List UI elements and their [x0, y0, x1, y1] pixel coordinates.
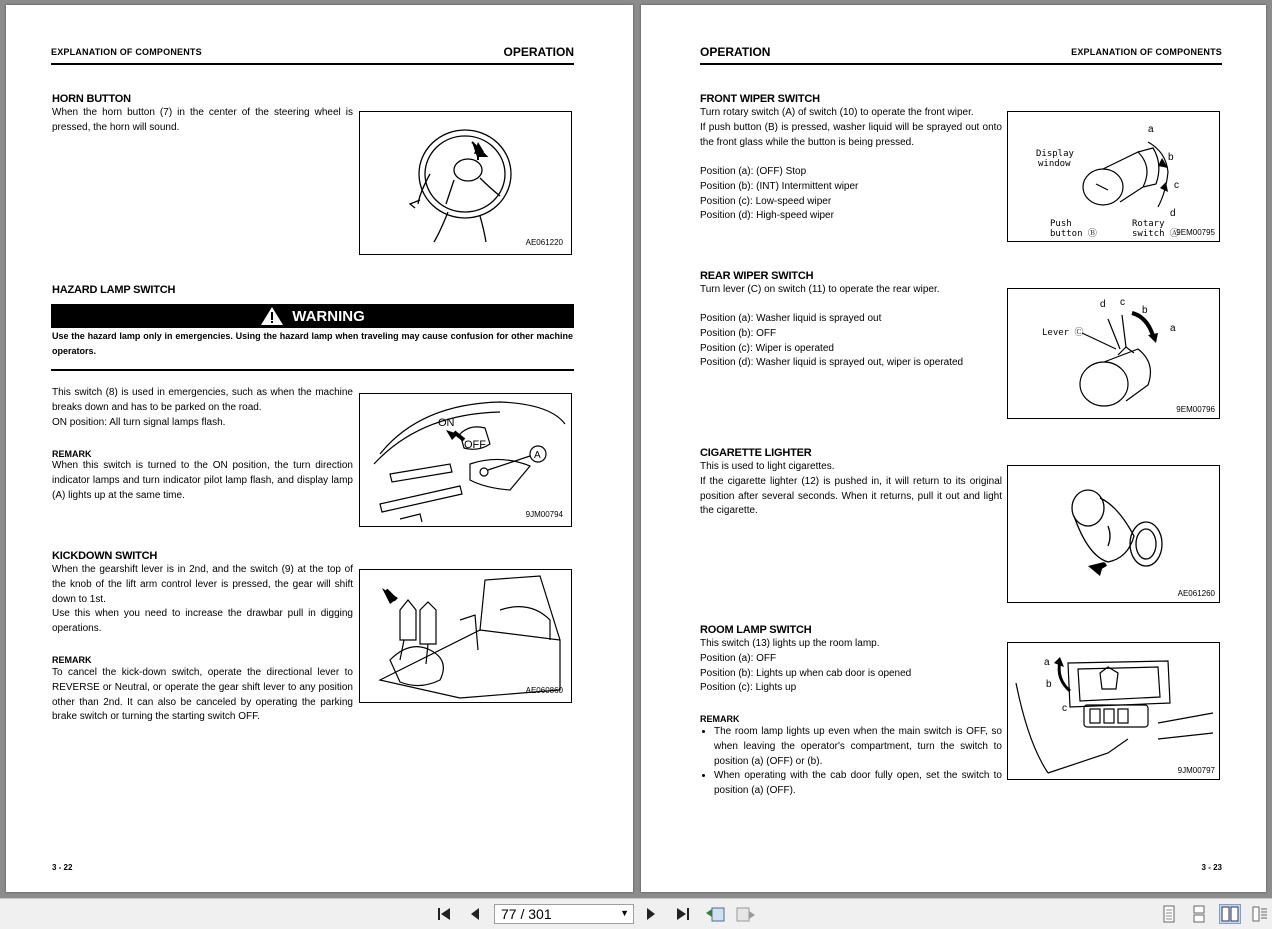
first-page-icon	[436, 906, 454, 922]
viewer-toolbar	[0, 898, 1272, 929]
front-wiper-text-line: If push button (B) is pressed, washer liquid will be sprayed out onto the front glass while the button is being pressed.	[700, 121, 1002, 148]
position-letter: c	[1062, 703, 1067, 714]
hazard-text-line: ON position: All turn signal lamps flash.	[52, 416, 226, 428]
kickdown-remark-label: REMARK	[52, 655, 92, 665]
position-letter: a	[1170, 323, 1176, 334]
rotary-switch-illustration	[1008, 112, 1219, 241]
position-letter: a	[1148, 124, 1154, 135]
position-item: Position (b): OFF	[700, 327, 777, 339]
page-number: 3 - 23	[1201, 863, 1222, 872]
horn-button-text: When the horn button (7) in the center of the steering wheel is pressed, the horn will sound.	[52, 107, 353, 133]
figure-id: 9EM00796	[1176, 405, 1215, 414]
facing-pages-view-button[interactable]	[1219, 904, 1241, 924]
hazard-switch-illustration	[360, 394, 571, 526]
room-lamp-text-line: Position (b): Lights up when cab door is opened	[700, 667, 912, 679]
front-wiper-title: FRONT WIPER SWITCH	[700, 93, 820, 105]
position-item: Position (d): High-speed wiper	[700, 210, 834, 222]
position-letter: d	[1170, 208, 1176, 219]
figure-id: AE061260	[1177, 589, 1215, 598]
hazard-lamp-text	[52, 386, 353, 430]
position-letter: b	[1046, 679, 1052, 690]
continuous-facing-view-button[interactable]	[1250, 904, 1270, 924]
figure-id: 9JM00794	[525, 510, 563, 519]
first-page-button[interactable]	[434, 904, 456, 924]
warning-divider	[51, 369, 574, 371]
cigarette-text-line: This is used to light cigarettes.	[700, 461, 835, 472]
cigarette-lighter-text	[700, 460, 1002, 519]
header-section-label: EXPLANATION OF COMPONENTS	[51, 47, 202, 57]
rear-wiper-switch-illustration	[1008, 289, 1219, 418]
room-lamp-figure	[1007, 642, 1220, 780]
continuous-facing-icon	[1252, 906, 1268, 922]
rear-wiper-title: REAR WIPER SWITCH	[700, 270, 814, 282]
hazard-remark-label: REMARK	[52, 449, 92, 459]
push-button-label: button Ⓑ	[1050, 229, 1097, 239]
display-lamp-label: A	[534, 450, 541, 461]
warning-text: Use the hazard lamp only in emergencies. Using the hazard lamp when traveling may cause confusion for other machine operators.	[52, 331, 573, 356]
position-item: Position (a): Washer liquid is sprayed out	[700, 313, 882, 324]
room-lamp-title: ROOM LAMP SWITCH	[700, 624, 812, 636]
position-item: Position (b): (INT) Intermittent wiper	[700, 180, 859, 192]
position-letter: a	[1044, 657, 1050, 668]
rear-wiper-text: Turn lever (C) on switch (11) to operate the rear wiper.	[700, 284, 940, 295]
room-lamp-text	[700, 637, 1002, 696]
cigarette-lighter-title: CIGARETTE LIGHTER	[700, 447, 812, 459]
room-lamp-illustration	[1008, 643, 1219, 779]
front-wiper-positions	[700, 165, 1002, 224]
figure-id: 9EM00795	[1176, 228, 1215, 237]
page-indicator: 77 / 301	[501, 906, 552, 922]
position-letter: c	[1120, 297, 1125, 308]
last-page-icon	[673, 906, 691, 922]
figure-id: AE060860	[525, 686, 563, 695]
next-page-button[interactable]	[640, 904, 662, 924]
kickdown-text-line: Use this when you need to increase the drawbar pull in digging operations.	[52, 608, 353, 635]
rear-wiper-figure	[1007, 288, 1220, 419]
horn-figure	[359, 111, 572, 255]
room-lamp-remark-list	[700, 725, 1002, 799]
front-wiper-figure	[1007, 111, 1220, 242]
lever-label: Lever Ⓒ	[1042, 328, 1084, 338]
cigarette-text-line: If the cigarette lighter (12) is pushed in, it will return to its original position after several seconds. When it returns, pull it out and light the cigarette.	[700, 475, 1002, 517]
position-letter: b	[1168, 152, 1174, 163]
rear-wiper-positions	[700, 312, 1002, 371]
next-page-icon	[644, 906, 658, 922]
lift-arm-lever-illustration	[360, 570, 571, 702]
chevron-down-icon[interactable]: ▼	[620, 908, 629, 918]
remark-item: • When operating with the cab door fully open, set the switch to position (a) (OFF).	[714, 769, 1002, 799]
header-chapter-label: OPERATION	[503, 45, 574, 59]
off-label: OFF	[464, 439, 486, 451]
room-lamp-text-line: This switch (13) lights up the room lamp.	[700, 638, 880, 649]
kickdown-figure	[359, 569, 572, 703]
position-item: Position (a): (OFF) Stop	[700, 166, 807, 177]
kickdown-text-line: When the gearshift lever is in 2nd, and the switch (9) at the top of the knob of the lift arm control lever is pressed, the gear will shift down to 1st.	[52, 564, 353, 605]
continuous-view-button[interactable]	[1188, 904, 1210, 924]
page-number: 3 - 22	[52, 863, 73, 872]
kickdown-remark-text: To cancel the kick-down switch, operate the directional lever to REVERSE or Neutral, or operate the gear shift lever to any position other than 2nd. It can also be canceled by operating the parking brake switch or turning the starting switch OFF.	[52, 667, 353, 723]
position-letter: d	[1100, 299, 1106, 310]
steering-wheel-illustration	[360, 112, 571, 254]
cigarette-lighter-figure	[1007, 465, 1220, 603]
room-lamp-text-line: Position (c): Lights up	[700, 682, 797, 694]
page-header	[51, 39, 574, 65]
push-button-label: Push	[1050, 219, 1072, 229]
facing-pages-icon	[1221, 906, 1239, 922]
previous-page-button[interactable]	[464, 904, 486, 924]
continuous-page-icon	[1191, 905, 1207, 923]
front-wiper-text-line: Turn rotary switch (A) of switch (10) to operate the front wiper.	[700, 107, 974, 118]
figure-id: AE061220	[525, 238, 563, 247]
warning-label: WARNING	[292, 307, 365, 325]
remark-item: • The room lamp lights up even when the main switch is OFF, so when leaving the operator's compartment, turn the switch to position (a) (OFF) or (b).	[714, 725, 1002, 769]
go-forward-view-button[interactable]	[735, 904, 757, 924]
figure-id: 9JM00797	[1177, 766, 1215, 775]
position-item: Position (d): Washer liquid is sprayed out, wiper is operated	[700, 357, 964, 369]
rotary-switch-label: switch Ⓐ	[1132, 229, 1179, 239]
kickdown-switch-title: KICKDOWN SWITCH	[52, 550, 158, 562]
header-chapter-label: OPERATION	[700, 45, 771, 59]
hazard-figure	[359, 393, 572, 527]
hazard-remark-text: When this switch is turned to the ON position, the turn direction indicator lamps and turn indicator pilot lamp flash, and display lamp (A) lights up at the same time.	[52, 460, 353, 501]
position-letter: c	[1174, 180, 1179, 191]
forward-view-icon	[735, 905, 757, 923]
last-page-button[interactable]	[671, 904, 693, 924]
warning-banner	[51, 304, 574, 328]
rotary-switch-label: Rotary	[1132, 219, 1165, 229]
room-lamp-remark-label: REMARK	[700, 714, 740, 724]
page-number-input[interactable]	[494, 904, 634, 924]
on-label: ON	[438, 417, 455, 429]
hazard-lamp-title: HAZARD LAMP SWITCH	[52, 284, 176, 296]
kickdown-text	[52, 563, 353, 637]
display-window-label: Display	[1036, 149, 1074, 159]
display-window-label: window	[1038, 159, 1071, 169]
header-section-label: EXPLANATION OF COMPONENTS	[1071, 47, 1222, 57]
position-item: Position (c): Low-speed wiper	[700, 195, 832, 207]
front-wiper-text	[700, 106, 1002, 150]
back-view-icon	[704, 905, 726, 923]
right-page	[641, 5, 1266, 892]
go-back-view-button[interactable]	[704, 904, 726, 924]
room-lamp-text-line: Position (a): OFF	[700, 652, 777, 664]
horn-button-title: HORN BUTTON	[52, 93, 131, 105]
position-item: Position (c): Wiper is operated	[700, 342, 834, 354]
previous-page-icon	[468, 906, 482, 922]
position-letter: b	[1142, 305, 1148, 316]
page-header	[700, 39, 1222, 65]
cigarette-lighter-illustration	[1008, 466, 1219, 602]
warning-triangle-icon	[260, 306, 284, 326]
hazard-text-line: This switch (8) is used in emergencies, such as when the machine breaks down and has to be parked on the road.	[52, 387, 353, 413]
left-page	[6, 5, 633, 892]
single-page-view-button[interactable]	[1158, 904, 1180, 924]
single-page-icon	[1161, 905, 1177, 923]
